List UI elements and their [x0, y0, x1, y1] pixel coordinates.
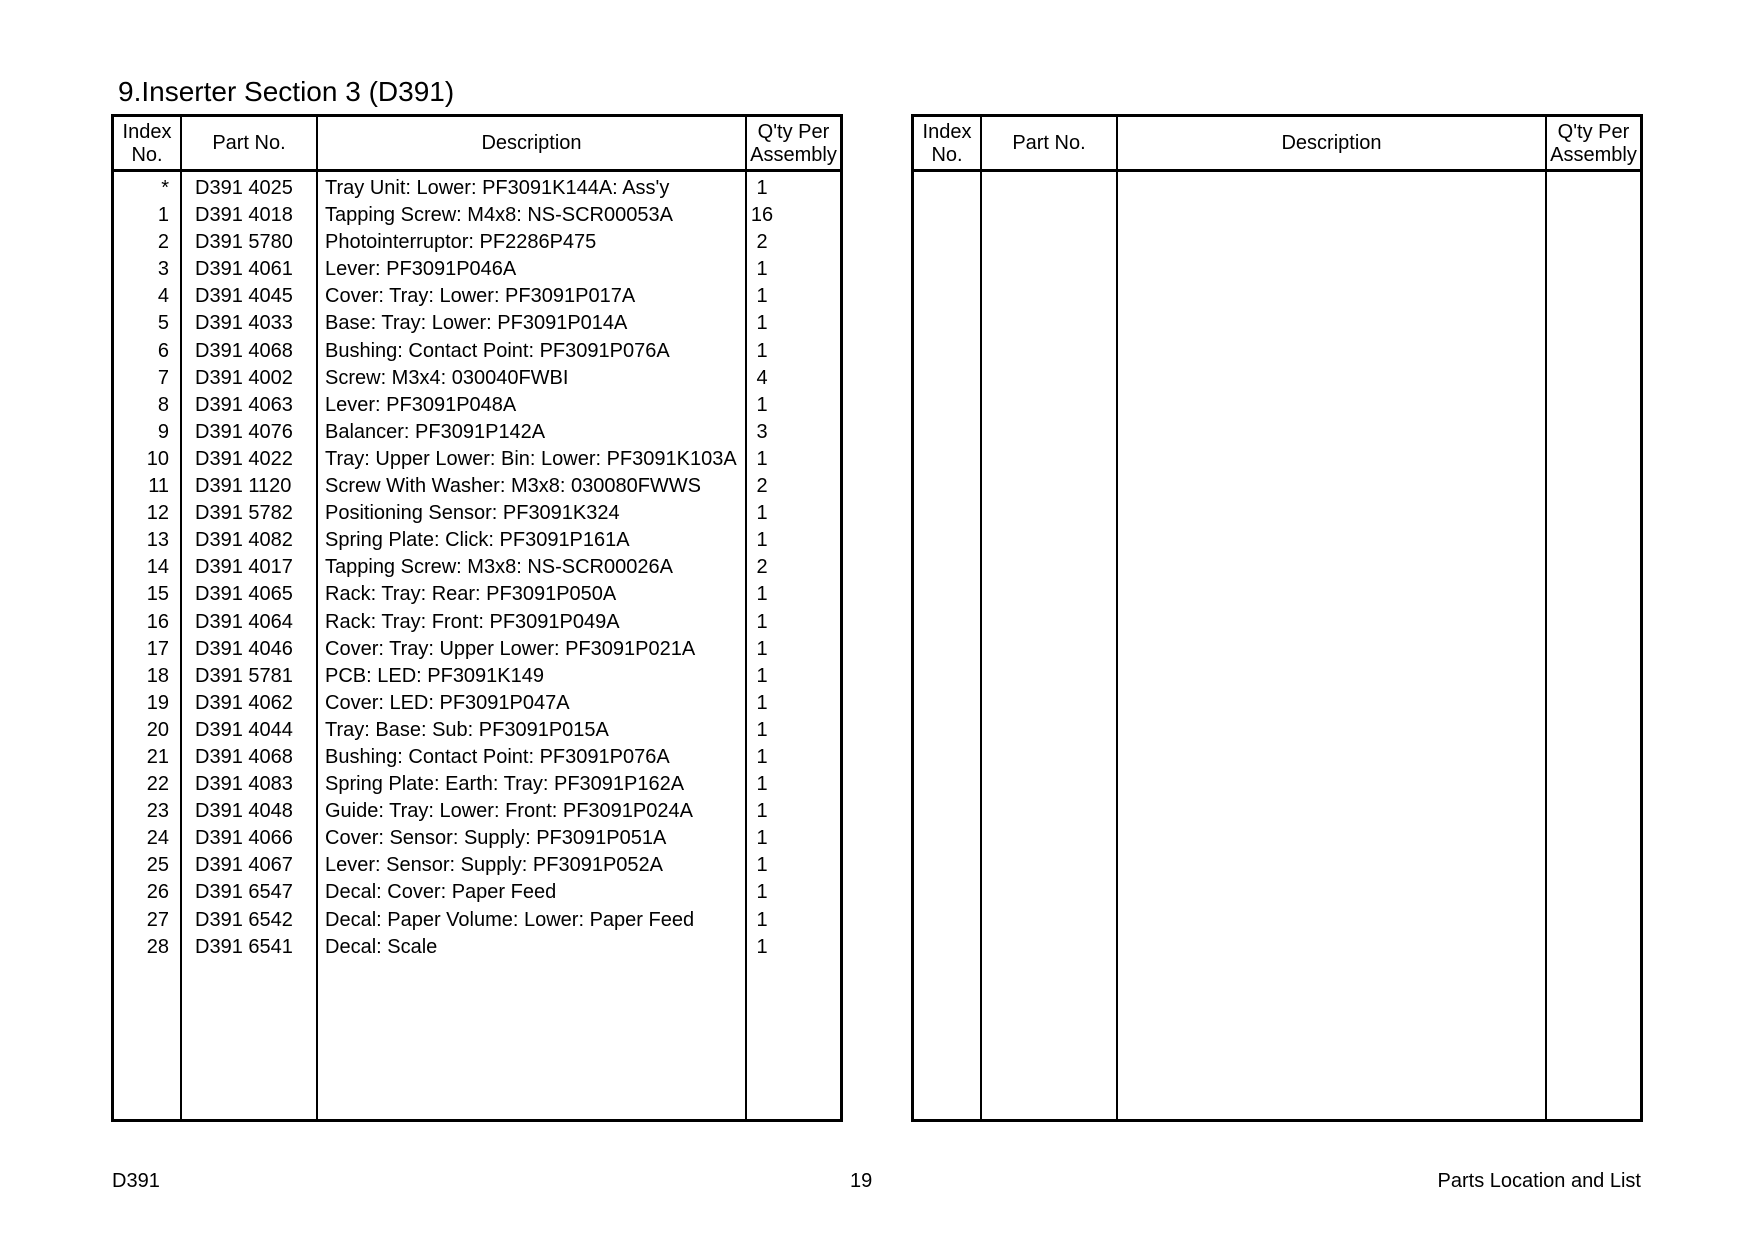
header-index-line2: No. [131, 143, 163, 166]
row-description: Screw With Washer: M3x8: 030080FWWS [325, 475, 702, 498]
row-description: Positioning Sensor: PF3091K324 [325, 502, 620, 525]
row-qty: 1 [756, 935, 768, 958]
table-row [114, 798, 840, 825]
header-description: Description [1281, 132, 1382, 154]
table-row [114, 175, 840, 202]
table-row [114, 771, 840, 798]
page-title: 9.Inserter Section 3 (D391) [118, 76, 455, 107]
header-index-line2: No. [931, 143, 963, 166]
row-qty: 1 [756, 827, 768, 850]
header-part-no: Part No. [212, 132, 286, 154]
row-part-no: D391 4022 [195, 447, 293, 470]
row-part-no: D391 4067 [195, 854, 293, 877]
row-index: 23 [146, 800, 169, 823]
row-part-no: D391 4083 [195, 773, 293, 796]
row-index: 18 [146, 664, 169, 687]
footer-section: Parts Location and List [1437, 1170, 1641, 1192]
table-row [114, 852, 840, 879]
row-qty: 1 [756, 854, 768, 877]
table-row [114, 446, 840, 473]
header-qty [747, 117, 840, 170]
row-part-no: D391 4064 [195, 610, 293, 633]
row-index: 24 [146, 827, 169, 850]
row-description: Rack: Tray: Rear: PF3091P050A [325, 583, 617, 606]
row-part-no: D391 4076 [195, 420, 293, 443]
table-row [114, 310, 840, 337]
row-index: 11 [148, 475, 169, 498]
header-index-line1: Index [922, 120, 972, 143]
row-description: Guide: Tray: Lower: Front: PF3091P024A [325, 800, 693, 823]
row-part-no: D391 4045 [195, 285, 293, 308]
row-part-no: D391 4066 [195, 827, 293, 850]
table-row [114, 365, 840, 392]
header-description: Description [481, 132, 582, 154]
row-qty: 1 [756, 339, 768, 362]
row-qty: 1 [756, 800, 768, 823]
row-description: Tapping Screw: M3x8: NS-SCR00026A [325, 556, 673, 579]
row-part-no: D391 5781 [195, 664, 293, 687]
table-row [114, 636, 840, 663]
row-part-no: D391 4048 [195, 800, 293, 823]
row-part-no: D391 4082 [195, 529, 293, 552]
row-qty: 1 [756, 908, 768, 931]
row-description: Cover: LED: PF3091P047A [325, 691, 570, 714]
row-index: 6 [157, 339, 169, 362]
column-divider [980, 117, 982, 1119]
table-row [114, 690, 840, 717]
header-qty [1547, 117, 1640, 170]
row-description: Decal: Cover: Paper Feed [325, 881, 557, 904]
row-part-no: D391 4068 [195, 339, 293, 362]
header-index-line1: Index [122, 120, 172, 143]
row-index: 13 [146, 529, 169, 552]
footer-model: D391 [112, 1170, 160, 1192]
row-index: 21 [146, 745, 169, 768]
row-qty: 1 [756, 745, 768, 768]
row-part-no: D391 4065 [195, 583, 293, 606]
row-qty: 1 [756, 447, 768, 470]
row-index: 2 [157, 231, 169, 254]
row-qty: 1 [756, 610, 768, 633]
row-index: 7 [157, 366, 169, 389]
row-description: Lever: PF3091P048A [325, 393, 517, 416]
table-row [114, 229, 840, 256]
row-part-no: D391 4063 [195, 393, 293, 416]
parts-table-right [911, 114, 1643, 1122]
row-index: 1 [157, 204, 169, 227]
row-part-no: D391 4046 [195, 637, 293, 660]
row-description: Spring Plate: Earth: Tray: PF3091P162A [325, 773, 685, 796]
row-description: Tray: Base: Sub: PF3091P015A [325, 718, 609, 741]
row-part-no: D391 4068 [195, 745, 293, 768]
table-row [114, 202, 840, 229]
row-qty: 1 [756, 312, 768, 335]
table-row [114, 581, 840, 608]
header-qty-line1: Q'ty Per [1557, 120, 1630, 143]
row-description: Lever: PF3091P046A [325, 258, 517, 281]
table-row [114, 554, 840, 581]
header-index [114, 117, 180, 170]
table-row [114, 934, 840, 961]
row-description: Balancer: PF3091P142A [325, 420, 546, 443]
row-index: 27 [146, 908, 169, 931]
row-qty: 1 [756, 718, 768, 741]
row-index: 26 [146, 881, 169, 904]
table-row [114, 663, 840, 690]
row-part-no: D391 6541 [195, 935, 293, 958]
row-qty: 1 [756, 393, 768, 416]
table-row [114, 500, 840, 527]
row-index: 3 [157, 258, 169, 281]
header-index [914, 117, 980, 170]
row-qty: 1 [756, 773, 768, 796]
row-description: PCB: LED: PF3091K149 [325, 664, 545, 687]
row-index: * [161, 177, 169, 199]
table-row [114, 907, 840, 934]
table-row [114, 419, 840, 446]
row-index: 19 [146, 691, 169, 714]
table-row [114, 473, 840, 500]
row-part-no: D391 4061 [195, 258, 293, 281]
table-row [114, 338, 840, 365]
row-description: Tapping Screw: M4x8: NS-SCR00053A [325, 204, 673, 227]
header-qty-line2: Assembly [1550, 143, 1637, 166]
header-qty-line1: Q'ty Per [757, 120, 830, 143]
row-qty: 1 [756, 502, 768, 525]
row-part-no: D391 4017 [195, 556, 293, 579]
row-index: 15 [146, 583, 169, 606]
row-part-no: D391 4002 [195, 366, 293, 389]
footer-page-number: 19 [850, 1170, 873, 1192]
row-qty: 1 [756, 881, 768, 904]
row-index: 9 [157, 420, 169, 443]
row-description: Cover: Sensor: Supply: PF3091P051A [325, 827, 667, 850]
row-index: 5 [157, 312, 169, 335]
row-qty: 1 [756, 691, 768, 714]
row-part-no: D391 4044 [195, 718, 293, 741]
row-index: 4 [157, 285, 169, 308]
table-row [114, 879, 840, 906]
row-qty: 4 [756, 366, 768, 389]
row-part-no: D391 1120 [195, 475, 292, 498]
row-part-no: D391 4025 [195, 177, 293, 199]
row-description: Cover: Tray: Lower: PF3091P017A [325, 285, 636, 308]
row-description: Spring Plate: Click: PF3091P161A [325, 529, 630, 552]
row-index: 17 [146, 637, 169, 660]
table-row [114, 717, 840, 744]
table-row [114, 744, 840, 771]
row-description: Tray: Upper Lower: Bin: Lower: PF3091K103A [325, 447, 737, 470]
row-qty: 16 [750, 204, 774, 227]
row-part-no: D391 6542 [195, 908, 293, 931]
row-index: 25 [146, 854, 169, 877]
row-index: 10 [146, 447, 169, 470]
row-qty: 1 [756, 664, 768, 687]
row-qty: 1 [756, 529, 768, 552]
row-description: Photointerruptor: PF2286P475 [325, 231, 597, 254]
row-qty: 1 [756, 285, 768, 308]
row-description: Bushing: Contact Point: PF3091P076A [325, 339, 670, 362]
row-qty: 3 [756, 420, 768, 443]
row-description: Decal: Paper Volume: Lower: Paper Feed [325, 908, 695, 931]
row-qty: 1 [756, 258, 768, 281]
row-qty: 2 [756, 475, 768, 498]
table-row [114, 283, 840, 310]
row-index: 22 [146, 773, 169, 796]
parts-rows [114, 175, 840, 961]
row-qty: 1 [756, 583, 768, 606]
table-row [114, 392, 840, 419]
row-part-no: D391 5780 [195, 231, 293, 254]
row-index: 12 [146, 502, 169, 525]
row-index: 14 [146, 556, 169, 579]
parts-table-left [111, 114, 843, 1122]
row-index: 28 [146, 935, 169, 958]
row-description: Tray Unit: Lower: PF3091K144A: Ass'y [325, 177, 670, 199]
row-description: Screw: M3x4: 030040FWBI [325, 366, 569, 389]
table-row [114, 609, 840, 636]
table-row [114, 825, 840, 852]
row-part-no: D391 6547 [195, 881, 293, 904]
table-row [114, 256, 840, 283]
column-divider [1545, 117, 1547, 1119]
row-index: 20 [146, 718, 169, 741]
table-row [114, 527, 840, 554]
row-description: Base: Tray: Lower: PF3091P014A [325, 312, 628, 335]
row-qty: 1 [756, 637, 768, 660]
row-description: Lever: Sensor: Supply: PF3091P052A [325, 854, 663, 877]
row-description: Cover: Tray: Upper Lower: PF3091P021A [325, 637, 696, 660]
header-part-no: Part No. [1012, 132, 1086, 154]
row-part-no: D391 4062 [195, 691, 293, 714]
row-qty: 2 [756, 231, 768, 254]
row-part-no: D391 4018 [195, 204, 293, 227]
row-index: 16 [146, 610, 169, 633]
row-qty: 2 [756, 556, 768, 579]
header-qty-line2: Assembly [750, 143, 837, 166]
row-description: Bushing: Contact Point: PF3091P076A [325, 745, 670, 768]
row-index: 8 [157, 393, 169, 416]
column-divider [1116, 117, 1118, 1119]
row-description: Decal: Scale [325, 935, 438, 958]
row-description: Rack: Tray: Front: PF3091P049A [325, 610, 620, 633]
row-qty: 1 [756, 177, 768, 199]
row-part-no: D391 4033 [195, 312, 293, 335]
row-part-no: D391 5782 [195, 502, 293, 525]
